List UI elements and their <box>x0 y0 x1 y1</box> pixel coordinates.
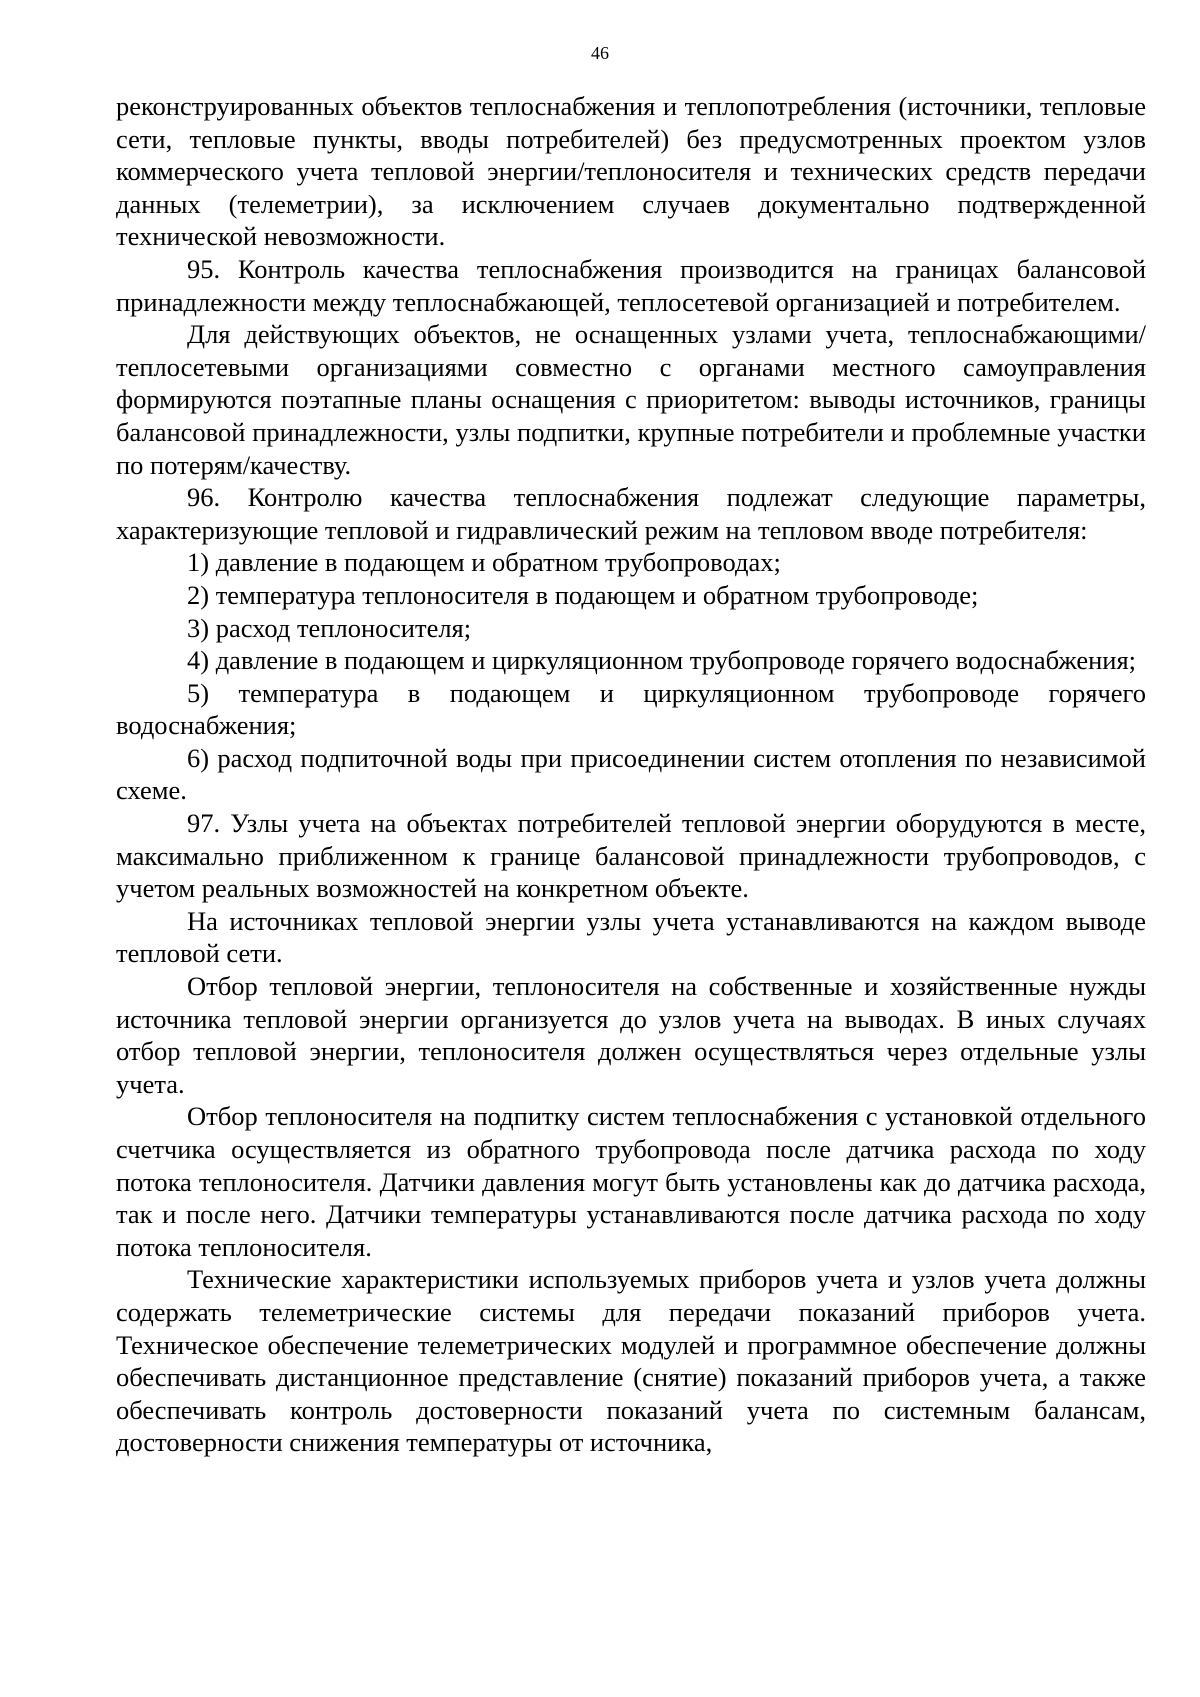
paragraph-96: 96. Контролю качества теплоснабжения подлежат следующие параметры, характеризующие тепловой и гидравлический режим на тепловом вводе потребителя: <box>116 482 1146 545</box>
page-number: 46 <box>591 43 609 63</box>
list-item-5: 5) температура в подающем и циркуляционном трубопроводе горячего водоснабжения; <box>116 677 1146 741</box>
list-item-6: 6) расход подпиточной воды при присоединении систем отопления по независимой схеме. <box>116 742 1146 806</box>
list-item-1: 1) давление в подающем и обратном трубопроводах; <box>187 547 781 578</box>
list-item-4: 4) давление в подающем и циркуляционном трубопроводе горячего водоснабжения; <box>187 645 1137 676</box>
paragraph-continuation: реконструированных объектов теплоснабжения и теплопотребления (источники, тепловые сети, тепловые пункты, вводы потребителей) без предусмотренных проектом узлов коммерческого учета тепловой энергии/теплоносителя и технических средств передачи данных (телеметрии), за исключением случаев документально подтвержденной технической невозможности. <box>116 91 1146 252</box>
document-body <box>116 90 1146 1459</box>
paragraph-telemetry: Технические характеристики используемых приборов учета и узлов учета должны содержать телеметрические системы для передачи показаний приборов учета. Техническое обеспечение телеметрических модулей и программное обеспечение должны обеспечивать дистанционное представление (снятие) показаний приборов учета, а также обеспечивать контроль достоверности показаний учета по системным балансам, достоверности снижения температуры от источника, <box>116 1264 1146 1458</box>
list-item-3: 3) расход теплоносителя; <box>187 612 472 643</box>
paragraph-source-metering: На источниках тепловой энергии узлы учета устанавливаются на каждом выводе тепловой сети. <box>116 905 1146 969</box>
paragraph-97: 97. Узлы учета на объектах потребителей тепловой энергии оборудуются в месте, максимально приближенном к границе балансовой принадлежности трубопроводов, с учетом реальных возможностей на конкретном объекте. <box>116 808 1146 904</box>
paragraph-95: 95. Контроль качества теплоснабжения производится на границах балансовой принадлежности между теплоснабжающей, теплосетевой организацией и потребителем. <box>116 253 1146 317</box>
list-item-2: 2) температура теплоносителя в подающем и обратном трубопроводе; <box>187 579 979 610</box>
paragraph-makeup-water: Отбор теплоносителя на подпитку систем теплоснабжения с установкой отдельного счетчика осуществляется из обратного трубопровода после датчика расхода по ходу потока теплоносителя. Датчики давления могут быть установлены как до датчика расхода, так и после него. Датчики температуры устанавливаются после датчика расхода по ходу потока теплоносителя. <box>116 1101 1146 1262</box>
paragraph-own-needs: Отбор тепловой энергии, теплоносителя на собственные и хозяйственные нужды источника тепловой энергии организуется до узлов учета на выводах. В иных случаях отбор тепловой энергии, теплоносителя должен осуществляться через отдельные узлы учета. <box>116 971 1146 1099</box>
paragraph-metering-plans: Для действующих объектов, не оснащенных узлами учета, теплоснабжающими/теплосетевыми организациями совместно с органами местного самоуправления формируются поэтапные планы оснащения с приоритетом: выводы источников, границы балансовой принадлежности, узлы подпитки, крупные потребители и проблемные участки по потерям/качеству. <box>116 319 1146 480</box>
